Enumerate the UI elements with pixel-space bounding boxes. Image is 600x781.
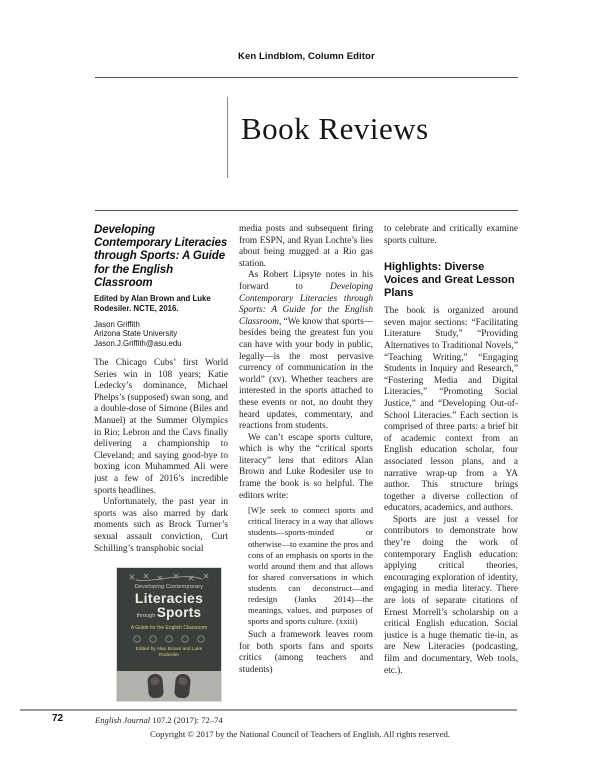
chalk-play-diagram-icon: [122, 571, 216, 583]
edited-by-line: Edited by Alan Brown and Luke Rodesiler. NCTE, 2016.: [94, 294, 211, 313]
copyright-notice: Copyright © 2017 by the National Council of Teachers of English. All rights reserved.: [150, 729, 450, 739]
paragraph: The Chicago Cubs’ first World Series win in 108 years; Katie Ledecky’s dominance, Michael Phelps’s (supposed) swan song, and a double-dose of Simone (Biles and Manuel) at the Summer Olympics in Rio; Lebron and the Cavs finally delivering a championship to Cleveland; and saying good-bye to boxing icon Muhammed Ali were just a few of 2016’s incredible sports headlines.: [94, 358, 228, 496]
reviewed-book-title: Developing Contemporary Literacies through Sports: A Guide for the English Classroom: [94, 224, 228, 289]
journal-issue-pages: 107.2 (2017): 72–74: [152, 714, 223, 725]
paragraph: Such a framework leaves room for both sports fans and sports critics (among teachers and students): [239, 630, 373, 676]
paragraph: The book is organized around seven major sections: “Facilitating Literature Study,” “Providing Alternatives to Traditional Novels,” “Teaching Writing,” “Engaging Students in Inquiry and Research,” “Fostering Media and Digital Literacies,” “Promoting Social Justice,” and “Developing Out-of-School Literacies.” Each section is comprised of three parts: a brief bit of academic context from an English education scholar, four associated lesson plans, and a narrative wrap-up from a YA author. This structure brings together a diverse collection of educators, academics, and authors.: [384, 306, 518, 514]
cover-sports-text: Sports: [156, 605, 202, 621]
reviewer-affiliation: Arizona State University: [94, 329, 178, 339]
column-right: [384, 222, 518, 705]
reviewer-block: [94, 320, 228, 349]
column-editor-label: Ken Lindblom, Column Editor: [238, 51, 375, 62]
article-body: [94, 222, 518, 705]
paragraph: We can’t escape sports culture, which is why the “critical sports literacy” lens that editors Alan Brown and Luke Rodesiler use to frame the book is so helpful. The editors write:: [239, 432, 373, 501]
left-sneaker-icon: [147, 673, 164, 698]
title-vertical-rule: [227, 97, 228, 178]
paragraph-text: , “We know that sports—besides being the greatest fun you can have with your body in public, legally—is the most pervasive currency of communication in the world” (xv). Whether teachers are interested in the sports attached to these events or not, no doubt they heard updates, commentary, and reactions from students.: [239, 316, 373, 432]
cover-title-text: Literacies: [134, 590, 204, 607]
column-left: [94, 222, 228, 705]
cover-guide-subtitle: A Guide for the English Classroom: [130, 625, 208, 632]
journal-citation: [95, 715, 223, 725]
paragraph: media posts and subsequent firing from ESPN, and Ryan Lochte’s lies about being mugged at a Rio gas station.: [239, 224, 373, 269]
header-bottom-rule: [95, 210, 518, 211]
paragraph: [239, 270, 373, 432]
cover-kicker-text: Developing Contemporary: [134, 584, 204, 591]
column-middle: [239, 222, 373, 705]
header-top-rule: [95, 77, 518, 78]
paragraph: Unfortunately, the past year in sports was also marred by dark moments such as Brock Turner’s sexual assault conviction, Curt Schilling’s transphobic social: [94, 497, 228, 554]
reviewer-name: Jason Griffith: [94, 319, 140, 329]
chalk-circles-icon: [129, 634, 209, 644]
cover-sneakers-photo: [117, 671, 221, 701]
cover-subtitle-line: [122, 606, 216, 623]
book-cover-image: [117, 568, 221, 701]
book-cover-front: [117, 568, 221, 671]
block-quote: [W]e seek to connect sports and critical literacy in a way that allows students—sports-minded or otherwise—to examine the pros and cons of an emphasis on sports in the world around them and that allows for shared conversations in which students can deconstruct—and redesign (Janks 2014)—the meanings, values, and purposes of sports and sports culture. (xxiii): [248, 505, 373, 627]
section-heading-highlights: Highlights: Diverse Voices and Great Lesson Plans: [384, 261, 515, 300]
cover-editors-credit: Edited by Alan Brown and Luke Rodesiler: [135, 646, 203, 658]
right-sneaker-icon: [174, 673, 191, 698]
journal-title: English Journal: [95, 714, 151, 725]
cover-through-text: through: [136, 613, 156, 620]
book-title-inline: Developing Contemporary Literacies through Sports: A Guide for the English Classroom: [239, 281, 373, 327]
page-title: Book Reviews: [241, 111, 429, 146]
reviewer-email: Jason.J.Griffith@asu.edu: [94, 339, 182, 349]
footer-rule: [20, 709, 517, 711]
paragraph-text: As Robert Lipsyte notes in his forward to: [239, 270, 373, 292]
page-number: 72: [52, 713, 64, 724]
paragraph: Sports are just a vessel for contributors to demonstrate how they’re doing the work of contemporary English education: applying critical theories, encouraging exploration of identity, engaging in media literacy. There are lots of separate citations of Ernest Morrell’s scholarship on a critical English education. Social justice is a huge thematic tie-in, as are New Literacies (podcasting, film and documentary, Web tools, etc.).: [384, 514, 518, 676]
paragraph: to celebrate and critically examine sports culture.: [384, 224, 518, 246]
